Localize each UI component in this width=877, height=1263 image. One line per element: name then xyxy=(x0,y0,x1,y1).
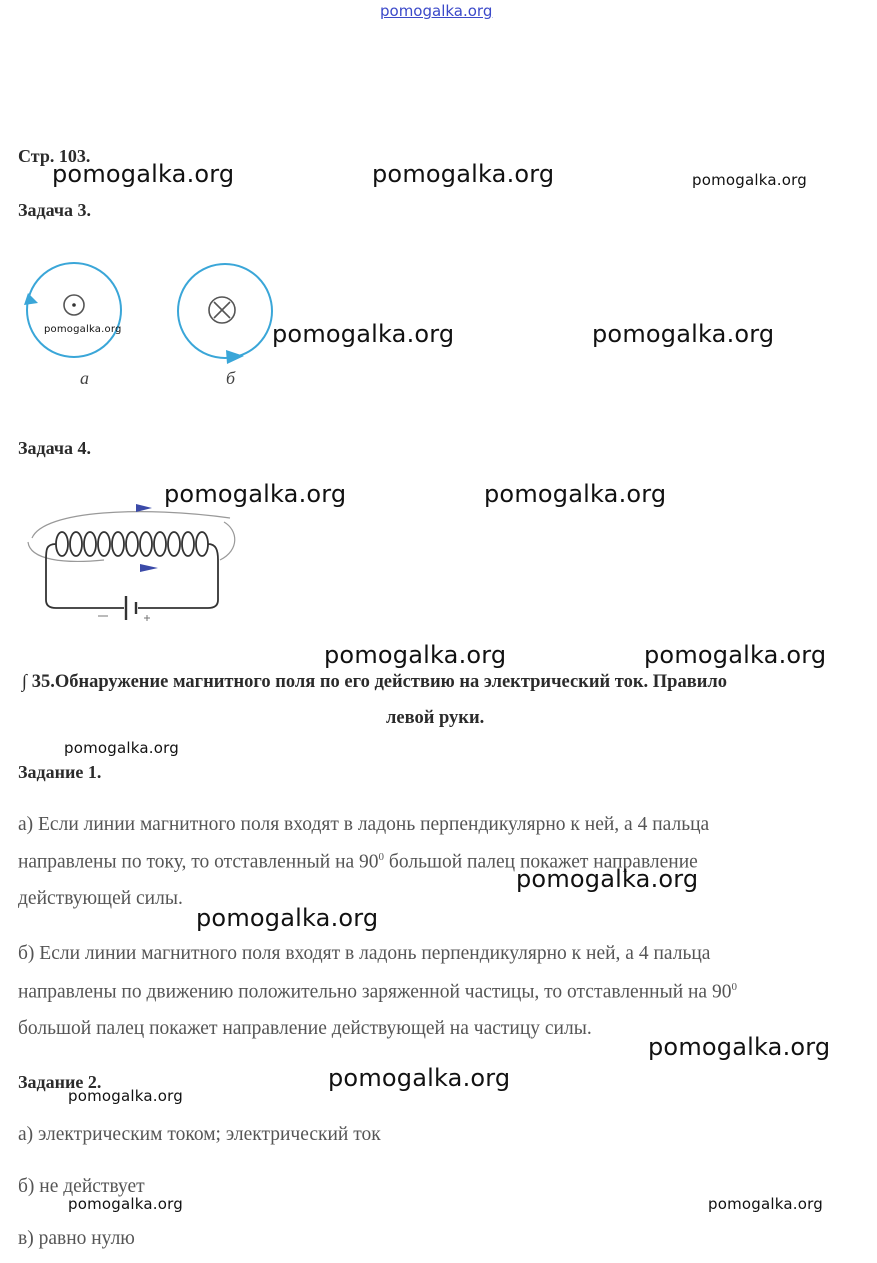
watermark: pomogalka.org xyxy=(52,160,235,188)
watermark: pomogalka.org xyxy=(648,1033,831,1061)
watermark: pomogalka.org xyxy=(44,324,122,335)
watermark: pomogalka.org xyxy=(64,739,179,757)
task3-title: Задача 3. xyxy=(18,200,92,220)
page-number: Стр. 103. xyxy=(18,146,91,166)
zadanie2-title: Задание 2. xyxy=(18,1072,102,1092)
task4-title: Задача 4. xyxy=(18,438,92,458)
zadanie1-a-line3: действующей силы. xyxy=(18,888,183,909)
watermark: pomogalka.org xyxy=(516,865,699,893)
task4-solenoid-diagram xyxy=(24,500,254,630)
watermark: pomogalka.org xyxy=(68,1195,183,1213)
section-title-line1: ∫ 35.Обнаружение магнитного поля по его действию на электрический ток. Правило xyxy=(22,672,727,692)
watermark: pomogalka.org xyxy=(692,171,807,189)
site-header-link[interactable]: pomogalka.org xyxy=(380,2,493,20)
task3-label-a: а xyxy=(80,368,89,388)
zadanie1-a-line1: а) Если линии магнитного поля входят в ладонь перпендикулярно к ней, а 4 пальца xyxy=(18,814,710,835)
section-title-line2: левой руки. xyxy=(386,708,485,728)
watermark: pomogalka.org xyxy=(484,480,667,508)
watermark: pomogalka.org xyxy=(196,904,379,932)
task3-figure-b xyxy=(172,258,292,378)
watermark: pomogalka.org xyxy=(328,1064,511,1092)
watermark: pomogalka.org xyxy=(644,641,827,669)
watermark: pomogalka.org xyxy=(592,320,775,348)
task3-label-b: б xyxy=(226,368,236,388)
zadanie1-b-line3: большой палец покажет направление действующей на частицу силы. xyxy=(18,1018,592,1039)
zadanie2-answer-b: б) не действует xyxy=(18,1176,145,1197)
zadanie2-answer-c: в) равно нулю xyxy=(18,1228,135,1249)
zadanie1-a-line2: направлены по току, то отставленный на $90^0$ большой палец покажет направление xyxy=(18,851,698,873)
watermark: pomogalka.org xyxy=(272,320,455,348)
watermark: pomogalka.org xyxy=(164,480,347,508)
watermark: pomogalka.org xyxy=(708,1195,823,1213)
watermark: pomogalka.org xyxy=(372,160,555,188)
zadanie1-title: Задание 1. xyxy=(18,762,102,782)
zadanie1-b-line2: направлены по движению положительно заряженной частицы, то отставленный на $90^0$ xyxy=(18,981,737,1003)
zadanie1-b-line1: б) Если линии магнитного поля входят в ладонь перпендикулярно к ней, а 4 пальца xyxy=(18,943,711,964)
zadanie2-answer-a: а) электрическим током; электрический ток xyxy=(18,1124,381,1145)
watermark: pomogalka.org xyxy=(324,641,507,669)
watermark: pomogalka.org xyxy=(68,1087,183,1105)
